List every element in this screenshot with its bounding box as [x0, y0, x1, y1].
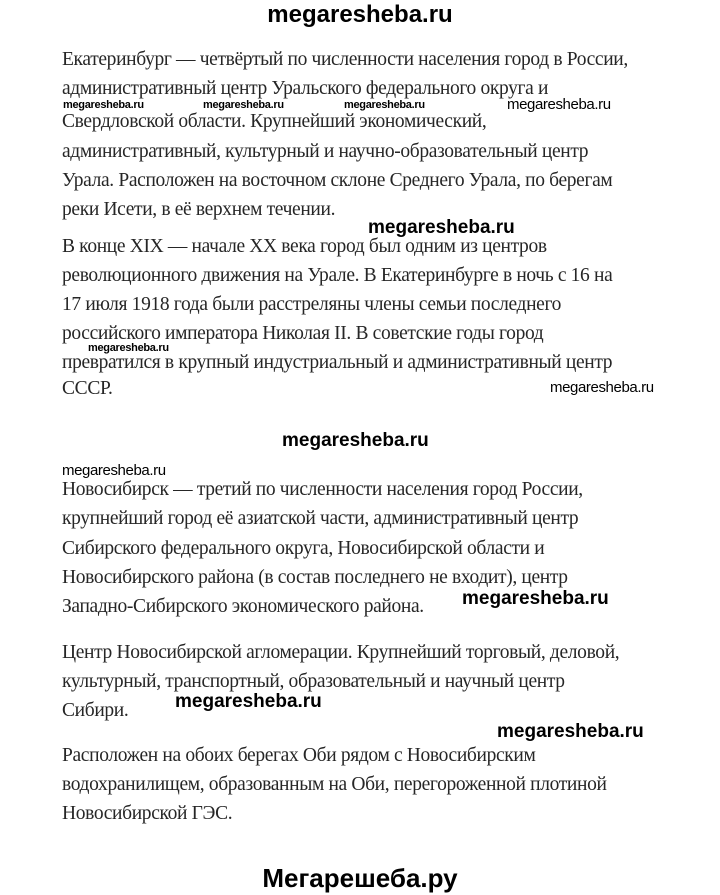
text-line: 17 июля 1918 года были расстреляны члены семьи последнего	[62, 294, 562, 315]
header-watermark: megaresheba.ru	[267, 1, 453, 28]
text-line: российского императора Николая II. В советские годы город	[62, 323, 544, 344]
footer-watermark: Мегарешеба.ру	[262, 863, 458, 893]
watermark: megaresheba.ru	[203, 99, 284, 111]
text-line: Западно-Сибирского экономического района.	[62, 596, 424, 617]
text-line: революционного движения на Урале. В Екатеринбурге в ночь с 16 на	[62, 265, 613, 286]
text-line: Урала. Расположен на восточном склоне Среднего Урала, по берегам	[62, 170, 613, 191]
text-line: культурный, транспортный, образовательный и научный центр	[62, 671, 565, 692]
watermark: megaresheba.ru	[282, 430, 429, 451]
watermark: megaresheba.ru	[88, 342, 169, 354]
text-line: Расположен на обоих берегах Оби рядом с Новосибирским	[62, 745, 536, 766]
watermark: megaresheba.ru	[63, 99, 144, 111]
text-line: административный центр Уральского федерального округа и	[62, 78, 549, 99]
text-line: превратился в крупный индустриальный и административный центр	[62, 352, 613, 373]
watermark: megaresheba.ru	[344, 99, 425, 111]
text-line: водохранилищем, образованным на Оби, перегороженной плотиной	[62, 774, 607, 795]
text-line: Свердловской области. Крупнейший экономический,	[62, 111, 487, 132]
text-line: Новосибирской ГЭС.	[62, 803, 233, 824]
text-line: Екатеринбург — четвёртый по численности населения город в России,	[62, 49, 628, 70]
watermark: megaresheba.ru	[462, 588, 609, 609]
text-line: административный, культурный и научно-образовательный центр	[62, 141, 589, 162]
watermark: megaresheba.ru	[368, 217, 515, 238]
watermark: megaresheba.ru	[507, 96, 611, 113]
text-line: реки Исети, в её верхнем течении.	[62, 199, 336, 220]
text-line: Сибири.	[62, 700, 129, 721]
text-line: Сибирского федерального округа, Новосибирской области и	[62, 538, 545, 559]
text-line: крупнейший город её азиатской части, административный центр	[62, 508, 579, 529]
watermark: megaresheba.ru	[550, 379, 654, 396]
text-line: Центр Новосибирской агломерации. Крупнейший торговый, деловой,	[62, 642, 620, 663]
text-line: СССР.	[62, 378, 113, 399]
watermark: megaresheba.ru	[175, 691, 322, 712]
text-line: Новосибирск — третий по численности населения город России,	[62, 479, 583, 500]
watermark: megaresheba.ru	[497, 721, 644, 742]
text-line: В конце XIX — начале XX века город был одним из центров	[62, 236, 547, 257]
watermark: megaresheba.ru	[62, 462, 166, 479]
text-line: Новосибирского района (в состав последнего не входит), центр	[62, 567, 568, 588]
